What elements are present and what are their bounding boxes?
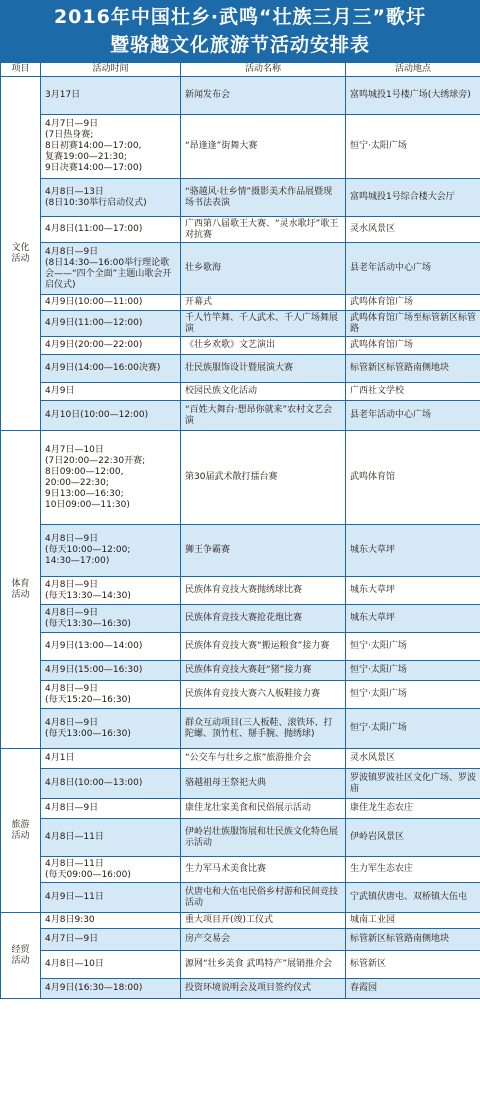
category-cell: 经贸 活动 — [1, 913, 41, 999]
column-header-category: 项目 — [1, 63, 41, 77]
event-name-cell: 第30届武术散打擂台赛 — [181, 431, 346, 525]
venue-cell: 富鸣城投1号综合楼大会厅 — [346, 179, 480, 217]
table-row — [1, 913, 480, 929]
event-name-cell: 狮王争霸赛 — [181, 525, 346, 577]
table-row — [1, 883, 480, 913]
table-row — [1, 217, 480, 243]
table-row — [1, 243, 480, 295]
venue-cell: 恒宁·太阳广场 — [346, 709, 480, 749]
venue-cell: 城南工业园 — [346, 913, 480, 929]
venue-cell: 城东大草坪 — [346, 605, 480, 633]
time-cell: 4月7日—10日 (7日20:00—22:30开赛; 8日09:00—12:00, 20:00—22:30; 9日13:00—16:30; 10日09:00—11:30) — [41, 431, 181, 525]
page-header — [0, 0, 480, 62]
time-cell: 4月9日(14:00—16:00决赛) — [41, 355, 181, 383]
event-name-cell: 壮乡歌海 — [181, 243, 346, 295]
time-cell: 3月17日 — [41, 77, 181, 115]
time-cell: 4月8日—11日 (每天09:00—16:00) — [41, 857, 181, 883]
venue-cell: 生力军生态农庄 — [346, 857, 480, 883]
event-name-cell: 校园民族文化活动 — [181, 383, 346, 401]
table-row — [1, 769, 480, 799]
event-name-cell: “百姓大舞台·想昂你就来”农村文艺会演 — [181, 401, 346, 431]
table-row — [1, 577, 480, 605]
table-row — [1, 799, 480, 819]
table-row — [1, 77, 480, 115]
venue-cell: 标管新区标管路南侧地块 — [346, 929, 480, 951]
time-cell: 4月9日 — [41, 383, 181, 401]
time-cell: 4月8日—11日 — [41, 819, 181, 857]
venue-cell: 广西社文学校 — [346, 383, 480, 401]
venue-cell: 春霞园 — [346, 979, 480, 999]
time-cell: 4月9日(11:00—12:00) — [41, 311, 181, 337]
table-row — [1, 311, 480, 337]
time-cell: 4月8日—9日 (每天13:00—16:30) — [41, 709, 181, 749]
event-name-cell: 民族体育竞技大赛抛绣球比赛 — [181, 577, 346, 605]
venue-cell: 城东大草坪 — [346, 577, 480, 605]
venue-cell: 罗波镇罗波社区文化广场、罗波庙 — [346, 769, 480, 799]
venue-cell: 城东大草坪 — [346, 525, 480, 577]
category-cell: 体育 活动 — [1, 431, 41, 749]
table-row — [1, 605, 480, 633]
table-row — [1, 819, 480, 857]
event-name-cell: 伊岭岩壮族服饰展和壮民族文化特色展示活动 — [181, 819, 346, 857]
event-name-cell: 民族体育竞技大赛“搬运粮食”接力赛 — [181, 633, 346, 661]
venue-cell: 县老年活动中心广场 — [346, 401, 480, 431]
time-cell: 4月8日—9日 (8日14:30—16:00举行理论歌会——“四个全面”主题山歌会开启仪式) — [41, 243, 181, 295]
venue-cell: 恒宁·太阳广场 — [346, 681, 480, 709]
table-row — [1, 929, 480, 951]
column-header-place: 活动地点 — [346, 63, 480, 77]
table-row — [1, 383, 480, 401]
time-cell: 4月9日(15:00—16:30) — [41, 661, 181, 681]
event-name-cell: “骆越风·壮乡情”摄影美术作品展暨现场书法表演 — [181, 179, 346, 217]
table-row — [1, 857, 480, 883]
time-cell: 4月8日—9日 (每天13:30—16:30) — [41, 605, 181, 633]
time-cell: 4月7日—9日 (7日热身赛; 8日初赛14:00—17:00, 复赛19:00—21:30; 9日决赛14:00—17:00) — [41, 115, 181, 179]
venue-cell: 武鸣体育馆 — [346, 431, 480, 525]
event-name-cell: 康佳龙壮家美食和民俗展示活动 — [181, 799, 346, 819]
time-cell: 4月8日—9日 (每天13:30—14:30) — [41, 577, 181, 605]
event-name-cell: 民族体育竞技大赛六人板鞋接力赛 — [181, 681, 346, 709]
table-row — [1, 709, 480, 749]
venue-cell: 宁武镇伏唐屯、双桥镇大伍屯 — [346, 883, 480, 913]
time-cell: 4月9日(20:00—22:00) — [41, 337, 181, 355]
category-cell: 旅游 活动 — [1, 749, 41, 913]
title-line-1: 2016年中国壮乡·武鸣“壮族三月三”歌圩 — [53, 6, 427, 28]
table-header-row — [1, 63, 480, 77]
event-name-cell: 源网“壮乡美食 武鸣特产”展销推介会 — [181, 951, 346, 979]
table-row — [1, 681, 480, 709]
table-row — [1, 295, 480, 311]
venue-cell: 恒宁·太阳广场 — [346, 661, 480, 681]
venue-cell: 恒宁·太阳广场 — [346, 633, 480, 661]
schedule-table — [0, 62, 480, 999]
event-name-cell: 伏唐屯和大伍屯民俗乡村游和民间竞技活动 — [181, 883, 346, 913]
event-name-cell: 骆越祖母王祭祀大典 — [181, 769, 346, 799]
event-name-cell: 重大项目开(竣)工仪式 — [181, 913, 346, 929]
venue-cell: 县老年活动中心广场 — [346, 243, 480, 295]
event-name-cell: 房产交易会 — [181, 929, 346, 951]
event-name-cell: 《壮乡欢歌》文艺演出 — [181, 337, 346, 355]
event-name-cell: “公交车与壮乡之旅”旅游推介会 — [181, 749, 346, 769]
venue-cell: 武鸣体育馆广场 — [346, 337, 480, 355]
venue-cell: 武鸣体育馆广场至标管新区标管路 — [346, 311, 480, 337]
schedule-body — [1, 77, 480, 999]
column-header-time: 活动时间 — [41, 63, 181, 77]
venue-cell: 灵水风景区 — [346, 749, 480, 769]
category-cell: 文化 活动 — [1, 77, 41, 431]
time-cell: 4月10日(10:00—12:00) — [41, 401, 181, 431]
venue-cell: 富鸣城投1号楼广场(大绣球旁) — [346, 77, 480, 115]
venue-cell: 康佳龙生态农庄 — [346, 799, 480, 819]
time-cell: 4月9日—11日 — [41, 883, 181, 913]
event-name-cell: 投资环境说明会及项目签约仪式 — [181, 979, 346, 999]
event-name-cell: 广西第八届歌王大赛、“灵水歌圩”歌王对抗赛 — [181, 217, 346, 243]
event-name-cell: 壮民族服饰设计暨展演大赛 — [181, 355, 346, 383]
time-cell: 4月8日(11:00—17:00) — [41, 217, 181, 243]
venue-cell: 灵水风景区 — [346, 217, 480, 243]
event-name-cell: 开幕式 — [181, 295, 346, 311]
event-name-cell: 新闻发布会 — [181, 77, 346, 115]
venue-cell: 武鸣体育馆广场 — [346, 295, 480, 311]
table-row — [1, 633, 480, 661]
time-cell: 4月8日—10日 — [41, 951, 181, 979]
table-row — [1, 749, 480, 769]
event-name-cell: 生力军马术美食比赛 — [181, 857, 346, 883]
table-row — [1, 115, 480, 179]
table-row — [1, 431, 480, 525]
time-cell: 4月9日(13:00—14:00) — [41, 633, 181, 661]
venue-cell: 伊岭岩风景区 — [346, 819, 480, 857]
table-row — [1, 179, 480, 217]
table-row — [1, 951, 480, 979]
event-name-cell: 民族体育竞技大赛赶“猪”接力赛 — [181, 661, 346, 681]
time-cell: 4月8日—13日 (8日10:30举行启动仪式) — [41, 179, 181, 217]
time-cell: 4月9日(16:30—18:00) — [41, 979, 181, 999]
event-name-cell: 民族体育竞技大赛抢花炮比赛 — [181, 605, 346, 633]
venue-cell: 恒宁·太阳广场 — [346, 115, 480, 179]
table-row — [1, 355, 480, 383]
table-row — [1, 401, 480, 431]
event-name-cell: 群众互动项目(三人板鞋、滚铁环、打陀螺、顶竹杠、掰手腕、抛绣球) — [181, 709, 346, 749]
event-name-cell: “昂逢逢”街舞大赛 — [181, 115, 346, 179]
time-cell: 4月1日 — [41, 749, 181, 769]
venue-cell: 标管新区标管路南侧地块 — [346, 355, 480, 383]
time-cell: 4月8日—9日 (每天15:20—16:30) — [41, 681, 181, 709]
table-row — [1, 337, 480, 355]
time-cell: 4月8日—9日 — [41, 799, 181, 819]
time-cell: 4月8日(10:00—13:00) — [41, 769, 181, 799]
time-cell: 4月8日9:30 — [41, 913, 181, 929]
event-name-cell: 千人竹竿舞、千人武术、千人广场舞展演 — [181, 311, 346, 337]
title-line-2: 暨骆越文化旅游节活动安排表 — [109, 34, 370, 56]
table-row — [1, 525, 480, 577]
time-cell: 4月7日—9日 — [41, 929, 181, 951]
time-cell: 4月9日(10:00—11:00) — [41, 295, 181, 311]
time-cell: 4月8日—9日 (每天10:00—12:00; 14:30—17:00) — [41, 525, 181, 577]
table-row — [1, 661, 480, 681]
venue-cell: 标管新区 — [346, 951, 480, 979]
column-header-name: 活动名称 — [181, 63, 346, 77]
table-row — [1, 979, 480, 999]
